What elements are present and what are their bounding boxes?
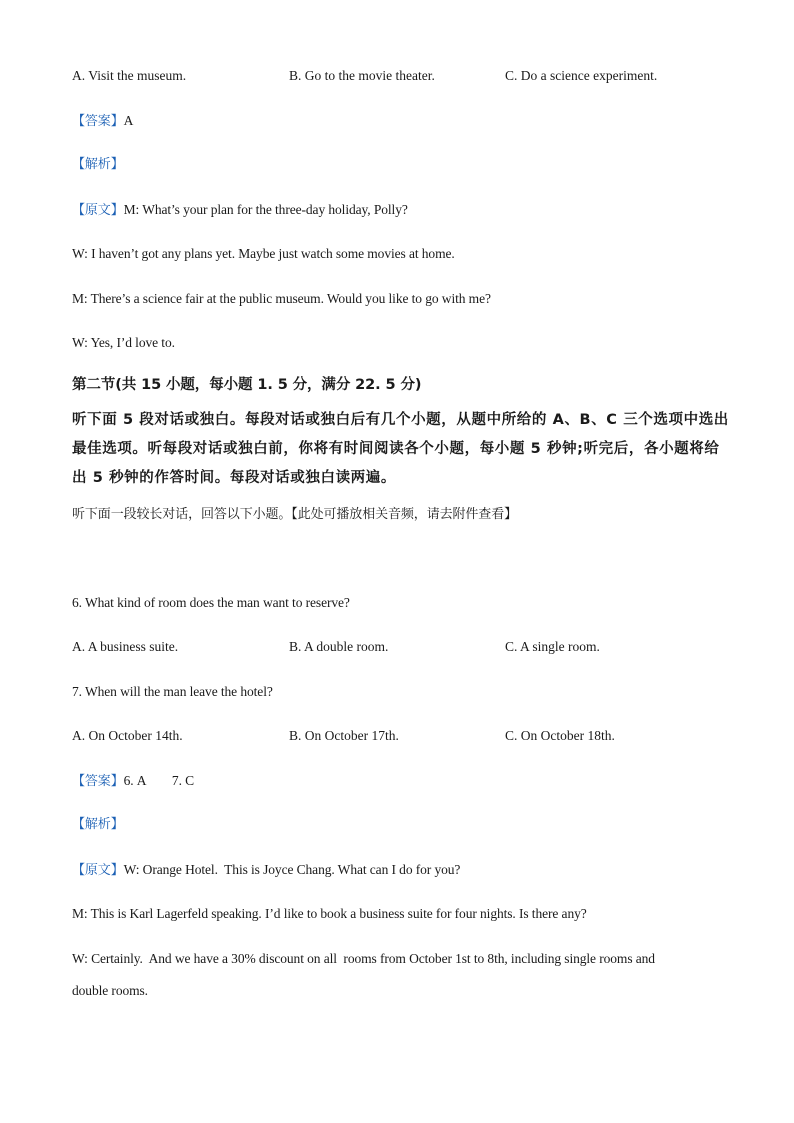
transcript-tag: 【原文】 — [72, 863, 124, 878]
q5-analysis-tag: 【解析】 — [72, 157, 124, 172]
q5-option-c: C. Do a science experiment. — [505, 68, 658, 83]
q67-transcript-line2: M: This is Karl Lagerfeld speaking. I’d like to book a business suite for four nights. Is there any? — [72, 906, 587, 921]
transcript-tag: 【原文】 — [72, 203, 124, 218]
audio-note: 听下面一段较长对话，回答以下小题。【此处可播放相关音频，请去附件查看】 — [72, 507, 518, 522]
answer-value: 6. A 7. C — [123, 773, 195, 788]
section2-instructions: 听下面 5 段对话或独白。每段对话或独白后有几个小题，从题中所给的 A、B、C 三个选项中选出最佳选项。听每段对话或独白前，你将有时间阅读各个小题，每小题 5 秒钟;听完后，各小题将给出 5 秒钟的作答时间。每段对话或独白读两遍。 — [72, 412, 729, 486]
q67-analysis-tag: 【解析】 — [72, 817, 124, 832]
q6-option-c: C. A single room. — [505, 639, 600, 654]
q6-option-a: A. A business suite. — [72, 639, 179, 654]
q7-question: 7. When will the man leave the hotel? — [72, 684, 273, 699]
q67-answer — [72, 772, 194, 791]
transcript-text: M: What’s your plan for the three-day holiday, Polly? — [123, 202, 408, 217]
q5-transcript-line2: W: I haven’t got any plans yet. Maybe just watch some movies at home. — [72, 246, 455, 261]
q6-option-b: B. A double room. — [289, 639, 389, 654]
q67-transcript-line1 — [72, 861, 460, 880]
q67-transcript-line3b: double rooms. — [72, 983, 148, 998]
q7-option-c: C. On October 18th. — [505, 728, 615, 743]
q5-option-b: B. Go to the movie theater. — [289, 68, 435, 83]
q5-transcript-line3: M: There’s a science fair at the public museum. Would you like to go with me? — [72, 291, 491, 306]
q5-option-a: A. Visit the museum. — [72, 68, 187, 83]
q5-transcript-line1 — [72, 201, 408, 220]
answer-value: A — [123, 113, 134, 128]
q7-option-b: B. On October 17th. — [289, 728, 399, 743]
q6-question: 6. What kind of room does the man want to reserve? — [72, 595, 350, 610]
transcript-text: W: Orange Hotel. This is Joyce Chang. What can I do for you? — [123, 862, 461, 877]
q67-transcript-line3a: W: Certainly. And we have a 30% discount on all rooms from October 1st to 8th, including single rooms and — [72, 951, 655, 966]
answer-tag: 【答案】 — [72, 774, 124, 789]
q5-transcript-line4: W: Yes, I’d love to. — [72, 335, 175, 350]
q7-option-a: A. On October 14th. — [72, 728, 183, 743]
answer-tag: 【答案】 — [72, 114, 124, 129]
q5-answer — [72, 112, 133, 131]
section2-heading: 第二节(共 15 小题，每小题 1. 5 分，满分 22. 5 分) — [72, 377, 422, 393]
